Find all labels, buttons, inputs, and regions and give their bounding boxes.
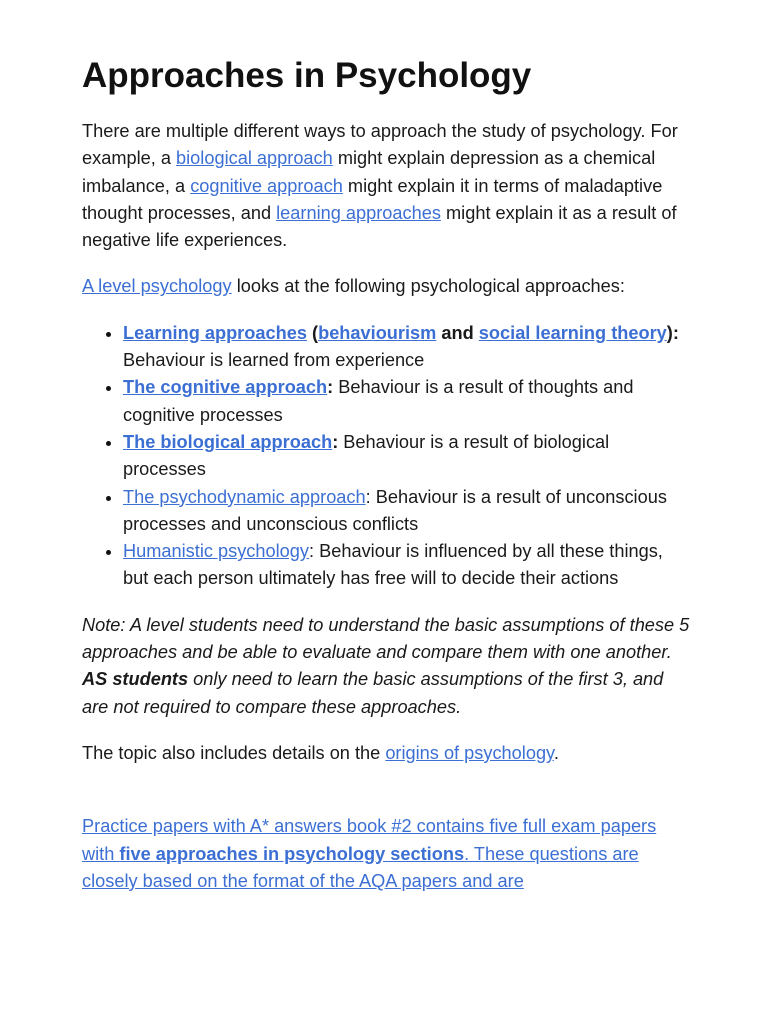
promo-text: Practice papers with A* answers book #2 contains five full exam papers with	[82, 816, 657, 864]
punctuation: ):	[666, 322, 679, 343]
promo-text: . These questions are closely based on the format of the AQA papers and are	[82, 843, 639, 891]
note-text: only need to learn the basic assumptions of the first 3, and are not required to compare these approaches.	[82, 669, 664, 717]
promo-bold: five approaches in psychology sections	[119, 843, 465, 864]
cognitive-approach-item-link[interactable]: The cognitive approach	[123, 377, 328, 398]
note-paragraph	[82, 612, 692, 721]
learning-description: Behaviour is learned from experience	[123, 350, 425, 371]
topic-text: .	[553, 742, 559, 763]
biological-description: Behaviour is a result of biological processes	[123, 431, 610, 480]
promo-paragraph	[82, 813, 692, 895]
punctuation: :	[327, 377, 334, 398]
biological-approach-item-link[interactable]: The biological approach	[123, 431, 333, 452]
as-students-bold: AS students	[82, 669, 189, 690]
alevel-paragraph	[82, 273, 692, 300]
behaviourism-link[interactable]: behaviourism	[318, 322, 437, 343]
learning-approaches-item-link[interactable]: Learning approaches	[123, 322, 307, 343]
and-text: and	[436, 322, 479, 343]
practice-papers-link[interactable]	[82, 816, 656, 891]
intro-text: might explain depression as a chemical imbalance, a	[82, 148, 656, 196]
social-learning-theory-link[interactable]: social learning theory	[478, 322, 667, 343]
intro-text: might explain it in terms of maladaptive thought processes, and	[82, 175, 663, 223]
note-text: Note: A level students need to understand the basic assumptions of these 5 approaches and be able to evaluate and compare them with one another.	[82, 614, 690, 663]
psychodynamic-approach-link[interactable]: The psychodynamic approach	[123, 486, 366, 507]
punctuation: :	[332, 431, 339, 452]
cognitive-description: Behaviour is a result of thoughts and cognitive processes	[123, 377, 634, 425]
list-item-learning	[123, 320, 692, 375]
cognitive-approach-link[interactable]: cognitive approach	[190, 175, 343, 196]
approaches-list	[82, 320, 692, 593]
alevel-text: looks at the following psychological approaches:	[231, 276, 625, 297]
topic-paragraph	[82, 740, 692, 767]
intro-paragraph	[82, 118, 692, 254]
list-item-psychodynamic	[123, 484, 692, 539]
punctuation: (	[306, 322, 319, 343]
topic-text: The topic also includes details on the	[82, 742, 386, 763]
learning-approaches-link[interactable]: learning approaches	[276, 202, 441, 223]
psychodynamic-description: : Behaviour is a result of unconscious processes and unconscious conflicts	[123, 486, 667, 534]
article-content	[82, 56, 692, 914]
list-item-biological	[123, 429, 692, 484]
list-item-humanistic	[123, 538, 692, 593]
humanistic-psychology-link[interactable]: Humanistic psychology	[123, 541, 309, 562]
page-title: Approaches in Psychology	[82, 56, 532, 95]
list-item-cognitive	[123, 374, 692, 429]
origins-of-psychology-link[interactable]: origins of psychology	[385, 742, 554, 763]
intro-text: might explain it as a result of negative life experiences.	[82, 202, 677, 251]
intro-text: There are multiple different ways to approach the study of psychology. For example, a	[82, 121, 678, 169]
humanistic-description: : Behaviour is influenced by all these things, but each person ultimately has free will to decide their actions	[123, 541, 663, 589]
biological-approach-link[interactable]: biological approach	[176, 148, 333, 169]
a-level-psychology-link[interactable]: A level psychology	[82, 276, 232, 297]
